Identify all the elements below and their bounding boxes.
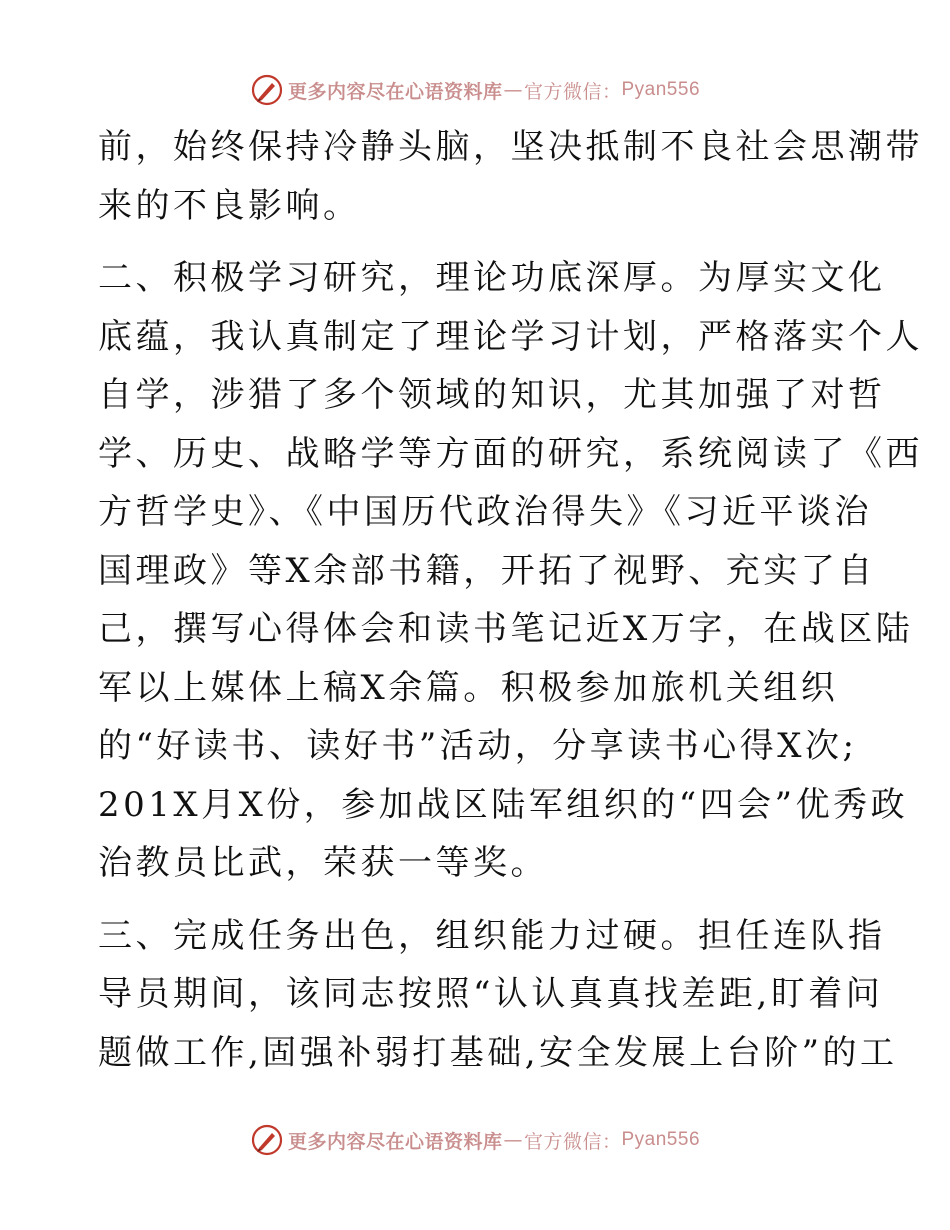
text-line: 题做工作,固强补弱打基础,安全发展上台阶”的工 — [98, 1032, 898, 1073]
text-line: 己，撰写心得体会和读书笔记近X万字，在战区陆 — [98, 609, 914, 649]
text-line: 底蕴，我认真制定了理论学习计划，严格落实个人 — [98, 316, 923, 357]
watermark-official-label: 官方微信： — [523, 1130, 622, 1153]
text-line: 导员期间，该同志按照“认认真真找差距,盯着问 — [98, 974, 884, 1014]
text-line: 军以上媒体上稿X余篇。积极参加旅机关组织 — [98, 667, 839, 708]
watermark-wechat-id: Pyan556 — [621, 79, 701, 100]
text-line: 二、积极学习研究，理论功底深厚。为厚实文化 — [98, 258, 886, 298]
text-line: 的“好读书、读好书”活动，分享读书心得X次; — [98, 726, 858, 766]
text-line: 201X月X份，参加战区陆军组织的“四会”优秀政 — [98, 784, 909, 825]
text-line: 来的不良影响。 — [98, 185, 361, 226]
footer-watermark — [0, 1120, 950, 1160]
pen-logo-icon — [250, 1123, 284, 1157]
watermark-dash: — — [503, 1129, 523, 1151]
header-watermark — [0, 70, 950, 110]
watermark-brand: 更多内容尽在心语资料库 — [287, 80, 503, 103]
text-line: 三、完成任务出色，组织能力过硬。担任连队指 — [98, 915, 886, 956]
text-line: 前，始终保持冷静头脑，坚决抵制不良社会思潮带 — [98, 127, 923, 167]
pen-logo-icon — [250, 73, 284, 107]
text-line: 自学，涉猎了多个领域的知识，尤其加强了对哲 — [98, 375, 886, 415]
watermark-dash: — — [503, 79, 523, 101]
watermark-brand: 更多内容尽在心语资料库 — [287, 1130, 503, 1153]
text-line: 治教员比武，荣获一等奖。 — [98, 843, 548, 883]
document-body — [98, 118, 923, 1082]
watermark-official-label: 官方微信： — [523, 80, 622, 103]
text-line: 方哲学史》、《中国历代政治得失》《习近平谈治 — [98, 492, 872, 532]
text-line: 学、历史、战略学等方面的研究，系统阅读了《西 — [98, 433, 923, 474]
watermark-wechat-id: Pyan556 — [621, 1129, 701, 1150]
text-line: 国理政》等X余部书籍，开拓了视野、充实了自 — [98, 550, 876, 591]
